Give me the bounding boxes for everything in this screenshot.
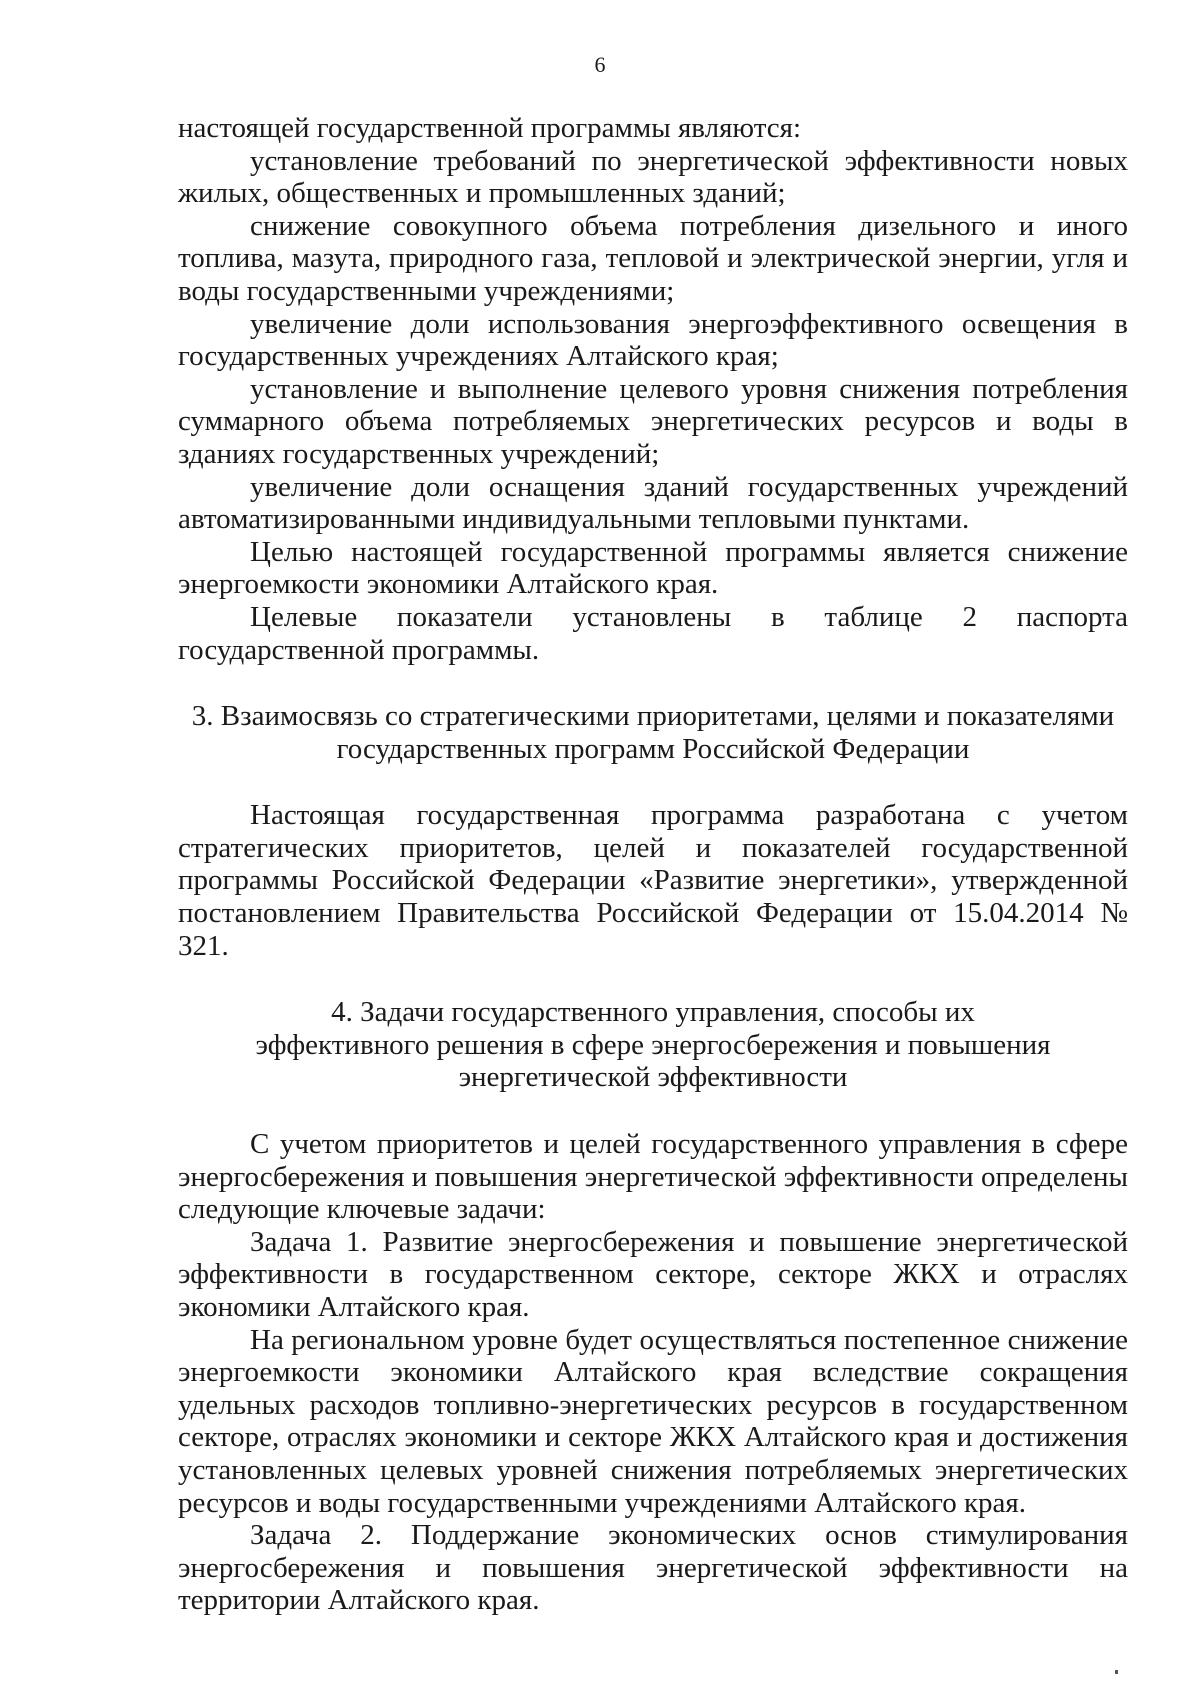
- document-body: [178, 112, 1128, 1617]
- section-4-heading: 4. Задачи государственного управления, способы их эффективного решения в сфере энергосбережения и повышения энергетической эффективности: [255, 996, 1051, 1094]
- list-item-target-level: установление и выполнение целевого уровня снижения потребления суммарного объема потребляемых энергетических ресурсов и воды в зданиях государственных учреждений;: [178, 372, 1128, 470]
- target-indicators-paragraph: Целевые показатели установлены в таблице 2 паспорта государственной программы.: [178, 600, 1128, 666]
- section-3-heading: [178, 700, 1128, 765]
- program-goal-paragraph: Целью настоящей государственной программы является снижение энергоемкости экономики Алтайского края.: [178, 535, 1128, 601]
- list-item-heat-points: увеличение доли оснащения зданий государственных учреждений автоматизированными индивидуальными тепловыми пунктами.: [178, 470, 1128, 536]
- regional-level-paragraph: На региональном уровне будет осуществляться постепенное снижение энергоемкости экономики Алтайского края вследствие сокращения удельных расходов топливно-энергетических ресурсов в государственном секторе, отраслях экономики и секторе ЖКХ Алтайского края и достижения установленных целевых уровней снижения потребляемых энергетических ресурсов и воды государственными учреждениями Алтайского края.: [178, 1323, 1128, 1519]
- list-item-lighting: увеличение доли использования энергоэффективного освещения в государственных учреждениях Алтайского края;: [178, 307, 1128, 373]
- section-3-heading-line-1: 3. Взаимосвязь со стратегическими приоритетами, целями и показателями: [191, 700, 1115, 733]
- scan-artifact: [1115, 1670, 1118, 1674]
- task-1-paragraph: Задача 1. Развитие энергосбережения и повышение энергетической эффективности в государственном секторе, секторе ЖКХ и отраслях экономики Алтайского края.: [178, 1225, 1128, 1323]
- page-number: 6: [594, 52, 606, 77]
- section-4-intro-paragraph: С учетом приоритетов и целей государственного управления в сфере энергосбережения и повышения энергетической эффективности определены следующие ключевые задачи:: [178, 1128, 1128, 1226]
- paragraph-continuation: настоящей государственной программы являются:: [178, 112, 802, 144]
- section-3-heading-line-2: государственных программ Российской Федерации: [336, 732, 970, 765]
- task-2-paragraph: Задача 2. Поддержание экономических основ стимулирования энергосбережения и повышения энергетической эффективности на территории Алтайского края.: [178, 1519, 1128, 1617]
- list-item-building-requirements: установление требований по энергетической эффективности новых жилых, общественных и промышленных зданий;: [178, 144, 1128, 210]
- list-item-consumption-reduction: снижение совокупного объема потребления дизельного и иного топлива, мазута, природного газа, тепловой и электрической энергии, угля и воды государственными учреждениями;: [178, 209, 1128, 307]
- section-3-paragraph: Настоящая государственная программа разработана с учетом стратегических приоритетов, целей и показателей государственной программы Российской Федерации «Развитие энергетики», утвержденной постановлением Правительства Российской Федерации от 15.04.2014 № 321.: [178, 799, 1128, 962]
